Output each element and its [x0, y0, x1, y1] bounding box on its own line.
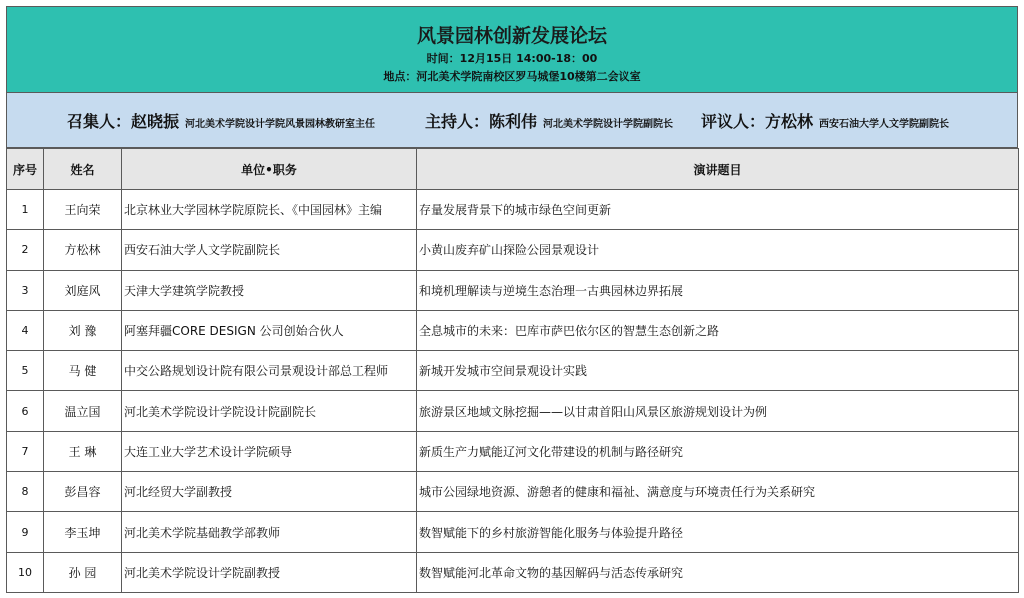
- col-header-topic: 演讲题目: [417, 149, 1019, 190]
- row-number: 9: [7, 512, 44, 552]
- speech-topic: 和境机理解读与逆境生态治理一古典园林边界拓展: [417, 270, 1019, 310]
- host-role: 主持人：: [425, 112, 490, 131]
- speaker-unit: 河北经贸大学副教授: [122, 472, 417, 512]
- speech-topic: 小黄山废弃矿山探险公园景观设计: [417, 230, 1019, 270]
- table-row: [7, 391, 1019, 431]
- speaker-unit: 河北美术学院设计学院设计院副院长: [122, 391, 417, 431]
- speech-topic: 新质生产力赋能辽河文化带建设的机制与路径研究: [417, 431, 1019, 471]
- table-row: [7, 512, 1019, 552]
- speaker-unit: 北京林业大学园林学院原院长、《中国园林》主编: [122, 190, 417, 230]
- people-band: [6, 93, 1018, 148]
- table-row: [7, 472, 1019, 512]
- speaker-unit: 阿塞拜疆CORE DESIGN 公司创始合伙人: [122, 310, 417, 350]
- speaker-name: 方松林: [44, 230, 122, 270]
- speaker-name: 温立国: [44, 391, 122, 431]
- table-row: [7, 270, 1019, 310]
- speaker-rows: [7, 190, 1019, 593]
- col-header-no: 序号: [7, 149, 44, 190]
- speech-topic: 旅游景区地域文脉挖掘——以甘肃首阳山风景区旅游规划设计为例: [417, 391, 1019, 431]
- forum-title: 风景园林创新发展论坛: [416, 25, 607, 47]
- speaker-name: 彭昌容: [44, 472, 122, 512]
- reviewer-role: 评议人：: [701, 112, 766, 131]
- row-number: 5: [7, 351, 44, 391]
- table-row: [7, 351, 1019, 391]
- convener-role: 召集人：: [67, 112, 132, 131]
- forum-time: 时间：12月15日 14:00-18：00: [426, 52, 598, 65]
- speaker-name: 王 琳: [44, 431, 122, 471]
- table-row: [7, 190, 1019, 230]
- host-name: 陈利伟: [489, 112, 538, 131]
- table-row: [7, 310, 1019, 350]
- host-group: [425, 109, 673, 132]
- row-number: 8: [7, 472, 44, 512]
- speaker-unit: 中交公路规划设计院有限公司景观设计部总工程师: [122, 351, 417, 391]
- forum-place: 地点：河北美术学院南校区罗马城堡10楼第二会议室: [383, 70, 641, 83]
- agenda-sheet: [6, 6, 1018, 593]
- title-band: [6, 6, 1018, 93]
- convener-group: [67, 109, 375, 132]
- speaker-name: 刘庭风: [44, 270, 122, 310]
- convener-name: 赵晓振: [131, 112, 180, 131]
- speaker-name: 孙 园: [44, 552, 122, 592]
- col-header-unit: 单位•职务: [122, 149, 417, 190]
- speaker-name: 李玉坤: [44, 512, 122, 552]
- reviewer-name: 方松林: [765, 112, 814, 131]
- speech-topic: 存量发展背景下的城市绿色空间更新: [417, 190, 1019, 230]
- host-desc: 河北美术学院设计学院副院长: [543, 119, 674, 130]
- row-number: 1: [7, 190, 44, 230]
- col-header-name: 姓名: [44, 149, 122, 190]
- table-row: [7, 431, 1019, 471]
- table-row: [7, 552, 1019, 592]
- speaker-unit: 大连工业大学艺术设计学院硕导: [122, 431, 417, 471]
- speaker-unit: 河北美术学院基础教学部教师: [122, 512, 417, 552]
- speaker-name: 刘 豫: [44, 310, 122, 350]
- speaker-table: [6, 148, 1019, 593]
- row-number: 7: [7, 431, 44, 471]
- row-number: 6: [7, 391, 44, 431]
- convener-desc: 河北美术学院设计学院风景园林教研室主任: [185, 119, 376, 130]
- speech-topic: 全息城市的未来：巴库市萨巴依尔区的智慧生态创新之路: [417, 310, 1019, 350]
- speech-topic: 数智赋能河北革命文物的基因解码与活态传承研究: [417, 552, 1019, 592]
- speaker-name: 王向荣: [44, 190, 122, 230]
- row-number: 3: [7, 270, 44, 310]
- reviewer-desc: 西安石油大学人文学院副院长: [819, 119, 950, 130]
- speaker-unit: 河北美术学院设计学院副教授: [122, 552, 417, 592]
- speaker-unit: 西安石油大学人文学院副院长: [122, 230, 417, 270]
- table-row: [7, 230, 1019, 270]
- row-number: 2: [7, 230, 44, 270]
- reviewer-group: [701, 109, 949, 132]
- speech-topic: 新城开发城市空间景观设计实践: [417, 351, 1019, 391]
- speaker-name: 马 健: [44, 351, 122, 391]
- row-number: 10: [7, 552, 44, 592]
- speech-topic: 城市公园绿地资源、游憩者的健康和福祉、满意度与环境责任行为关系研究: [417, 472, 1019, 512]
- table-header-row: [7, 149, 1019, 190]
- row-number: 4: [7, 310, 44, 350]
- speech-topic: 数智赋能下的乡村旅游智能化服务与体验提升路径: [417, 512, 1019, 552]
- speaker-unit: 天津大学建筑学院教授: [122, 270, 417, 310]
